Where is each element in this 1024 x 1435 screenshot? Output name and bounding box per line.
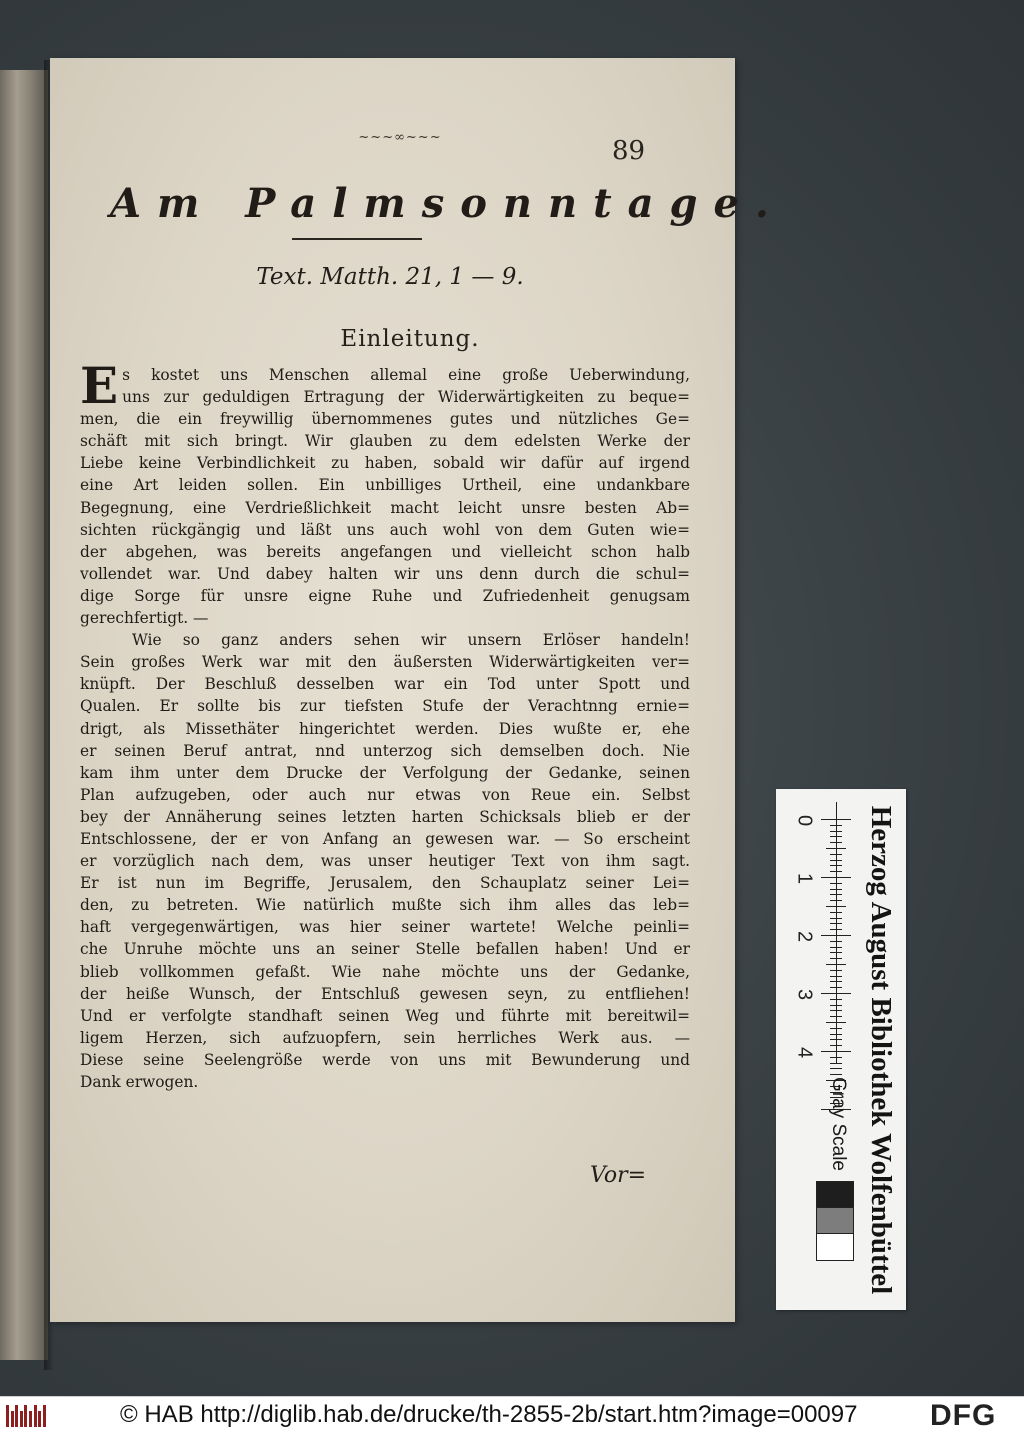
text-line: uns zur geduldigen Ertragung der Widerwärtigkeiten zu beque= — [122, 388, 690, 407]
ruler-tick — [830, 871, 842, 872]
text-line: blieb vollkommen gefaßt. Wie nahe möchte uns der Gedanke, — [80, 962, 690, 981]
text-line: Entschlossene, der er von Anfang an gewesen war. — So erscheint — [80, 829, 690, 848]
text-line: schäft mit sich bringt. Wir glauben zu dem edelsten Werke der — [80, 432, 690, 451]
ruler-tick — [830, 1034, 842, 1035]
ruler-tick — [830, 1068, 842, 1069]
text-line: Und er verfolgte standhaft seinen Weg und führte mit bereitwil= — [80, 1006, 690, 1025]
color-scale-card — [776, 789, 906, 1310]
ruler-tick — [830, 970, 842, 971]
ruler-tick — [830, 1028, 842, 1029]
ruler-number: 2 — [793, 930, 816, 943]
text-line: Er ist nun im Begriffe, Jerusalem, den Schauplatz seiner Lei= — [80, 874, 690, 893]
ruler-tick — [821, 935, 851, 936]
text-line: knüpft. Der Beschluß desselben war ein Tod unter Spott und — [80, 675, 690, 694]
ruler-tick — [826, 964, 846, 965]
ruler-tick — [830, 952, 842, 953]
text-line: Qualen. Er sollte bis zur tiefsten Stufe der Verachtnng ernie= — [80, 697, 690, 716]
text-line: che Unruhe möchte uns an seiner Stelle befallen haben! Und er — [80, 940, 690, 959]
hab-logo-icon — [6, 1405, 48, 1427]
title-rule — [292, 238, 422, 240]
ruler-tick — [830, 941, 842, 942]
text-line: er vorzüglich nach dem, was unser heutiger Text von ihm sagt. — [80, 852, 690, 871]
ruler-tick — [830, 1039, 842, 1040]
ruler-tick — [830, 958, 842, 959]
ruler-tick — [830, 1016, 842, 1017]
ruler-tick — [830, 947, 842, 948]
ruler-tick — [830, 842, 842, 843]
ruler-tick — [821, 1051, 851, 1052]
ruler-tick — [830, 865, 842, 866]
logo-bar — [11, 1411, 14, 1427]
book-edge — [0, 70, 48, 1360]
ruler-tick — [826, 906, 846, 907]
ruler-tick — [830, 987, 842, 988]
ruler-tick — [830, 976, 842, 977]
text-line: Sein großes Werk war mit den äußersten Widerwärtigkeiten ver= — [80, 653, 690, 672]
text-line: eine Art leiden sollen. Ein unbilliges Urtheil, eine undankbare — [80, 476, 690, 495]
ruler-tick — [830, 1045, 842, 1046]
ruler-tick — [830, 854, 842, 855]
ruler-tick — [830, 999, 842, 1000]
text-line: men, die ein freywillig übernommenes gutes und nützliches Ge= — [80, 410, 690, 429]
ruler-number: 1 — [793, 872, 816, 885]
ruler-tick — [830, 1010, 842, 1011]
logo-bar — [24, 1405, 27, 1427]
ruler-tick — [830, 860, 842, 861]
text-line: Dank erwogen. — [80, 1073, 199, 1091]
ruler-tick — [830, 1057, 842, 1058]
text-line: ligem Herzen, sich aufzuopfern, sein herrliches Werk aus. — — [80, 1028, 690, 1047]
drop-cap: E — [80, 356, 119, 415]
text-line: bey der Annäherung seines letzten harten Schicksals blieb er der — [80, 807, 690, 826]
section-heading: Einleitung. — [340, 326, 480, 352]
logo-bar — [6, 1405, 9, 1427]
text-line: sichten rückgängig und läßt uns auch wohl von dem Guten wie= — [80, 520, 690, 539]
ruler-tick — [830, 894, 842, 895]
ruler-tick — [830, 831, 842, 832]
logo-bar — [43, 1405, 46, 1427]
body-text — [80, 356, 690, 1093]
institution-label: Herzog August Bibliothek Wolfenbüttel — [865, 805, 897, 1295]
logo-bar — [34, 1405, 37, 1427]
ruler-tick — [830, 900, 842, 901]
ruler-tick — [830, 929, 842, 930]
gray-swatch-dark — [816, 1181, 854, 1209]
ruler-number: 4 — [793, 1046, 816, 1059]
ruler-tick — [821, 877, 851, 878]
catchword: Vor= — [590, 1163, 647, 1188]
text-line: der heiße Wunsch, der Entschluß gewesen seyn, zu entfliehen! — [80, 984, 690, 1003]
header-ornament: ~~~∞~~~ — [358, 130, 442, 145]
text-line: haft vergegenwärtigen, was hier seiner wartete! Welche peinli= — [80, 918, 690, 937]
ruler-tick — [830, 923, 842, 924]
gray-scale-label-box — [818, 1074, 858, 1174]
text-line: vollendet war. Und dabey halten wir uns denn durch die schul= — [80, 564, 690, 583]
book-page — [50, 58, 785, 1322]
gray-scale-label: Gray Scale — [828, 1077, 849, 1171]
logo-bar — [38, 1411, 41, 1427]
logo-bar — [15, 1405, 18, 1427]
text-line: den, zu betreten. Wie natürlich mußte sich ihm alles das leb= — [80, 896, 690, 915]
logo-bar — [20, 1411, 23, 1427]
text-line: der abgehen, was bereits angefangen und vielleicht schon halb — [80, 542, 690, 561]
ruler-tick — [830, 981, 842, 982]
dfg-logo: DFG — [930, 1399, 997, 1432]
text-line: Liebe keine Verbindlichkeit zu haben, sobald wir dafür auf irgend — [80, 454, 690, 473]
ruler-tick — [830, 825, 842, 826]
text-line: gerechfertigt. — — [80, 609, 209, 628]
ruler-number: 0 — [793, 814, 816, 827]
gray-swatch-light — [816, 1233, 854, 1261]
logo-bar — [29, 1411, 32, 1427]
text-line: Diese seine Seelengröße werde von uns mit Bewunderung und — [80, 1050, 690, 1069]
ruler-tick — [830, 836, 842, 837]
text-line: s kostet uns Menschen allemal eine große Ueberwindung, — [122, 366, 690, 384]
text-line: Begegnung, eine Verdrießlichkeit macht leicht unsre besten Ab= — [80, 498, 690, 517]
text-line: kam ihm unter dem Drucke der Verfolgung der Gedanke, seinen — [80, 763, 690, 782]
ruler-tick — [830, 883, 842, 884]
text-line: drigt, als Missethäter hingerichtet werden. Dies wußte er, ehe — [80, 719, 690, 738]
ruler-tick — [830, 889, 842, 890]
scripture-reference: Text. Matth. 21, 1 — 9. — [256, 264, 524, 290]
ruler-tick — [821, 819, 851, 820]
footer-citation[interactable]: © HAB http://diglib.hab.de/drucke/th-2855-2b/start.htm?image=00097 — [120, 1401, 858, 1428]
footer-bar — [0, 1396, 1024, 1435]
text-line: Plan aufzugeben, oder auch nur etwas von Reue ein. Selbst — [80, 785, 690, 804]
ruler-tick — [830, 1005, 842, 1006]
gray-swatch-mid — [816, 1207, 854, 1235]
text-line: dige Sorge für unsre eigne Ruhe und Zufriedenheit genugsam — [80, 586, 690, 605]
ruler-tick — [830, 918, 842, 919]
text-line: Wie so ganz anders sehen wir unsern Erlöser handeln! — [132, 631, 690, 650]
ruler-tick — [830, 912, 842, 913]
ruler-tick — [830, 1063, 842, 1064]
page-title: Am Palmsonntage. — [110, 180, 785, 227]
institution-label-box — [858, 795, 904, 1305]
ruler — [794, 797, 842, 1087]
ruler-tick — [821, 993, 851, 994]
ruler-tick — [826, 848, 846, 849]
text-line: er seinen Beruf antrat, nnd unterzog sich demselben doch. Nie — [80, 741, 690, 760]
ruler-tick — [826, 1022, 846, 1023]
ruler-number: 3 — [793, 988, 816, 1001]
page-number: 89 — [612, 136, 646, 166]
